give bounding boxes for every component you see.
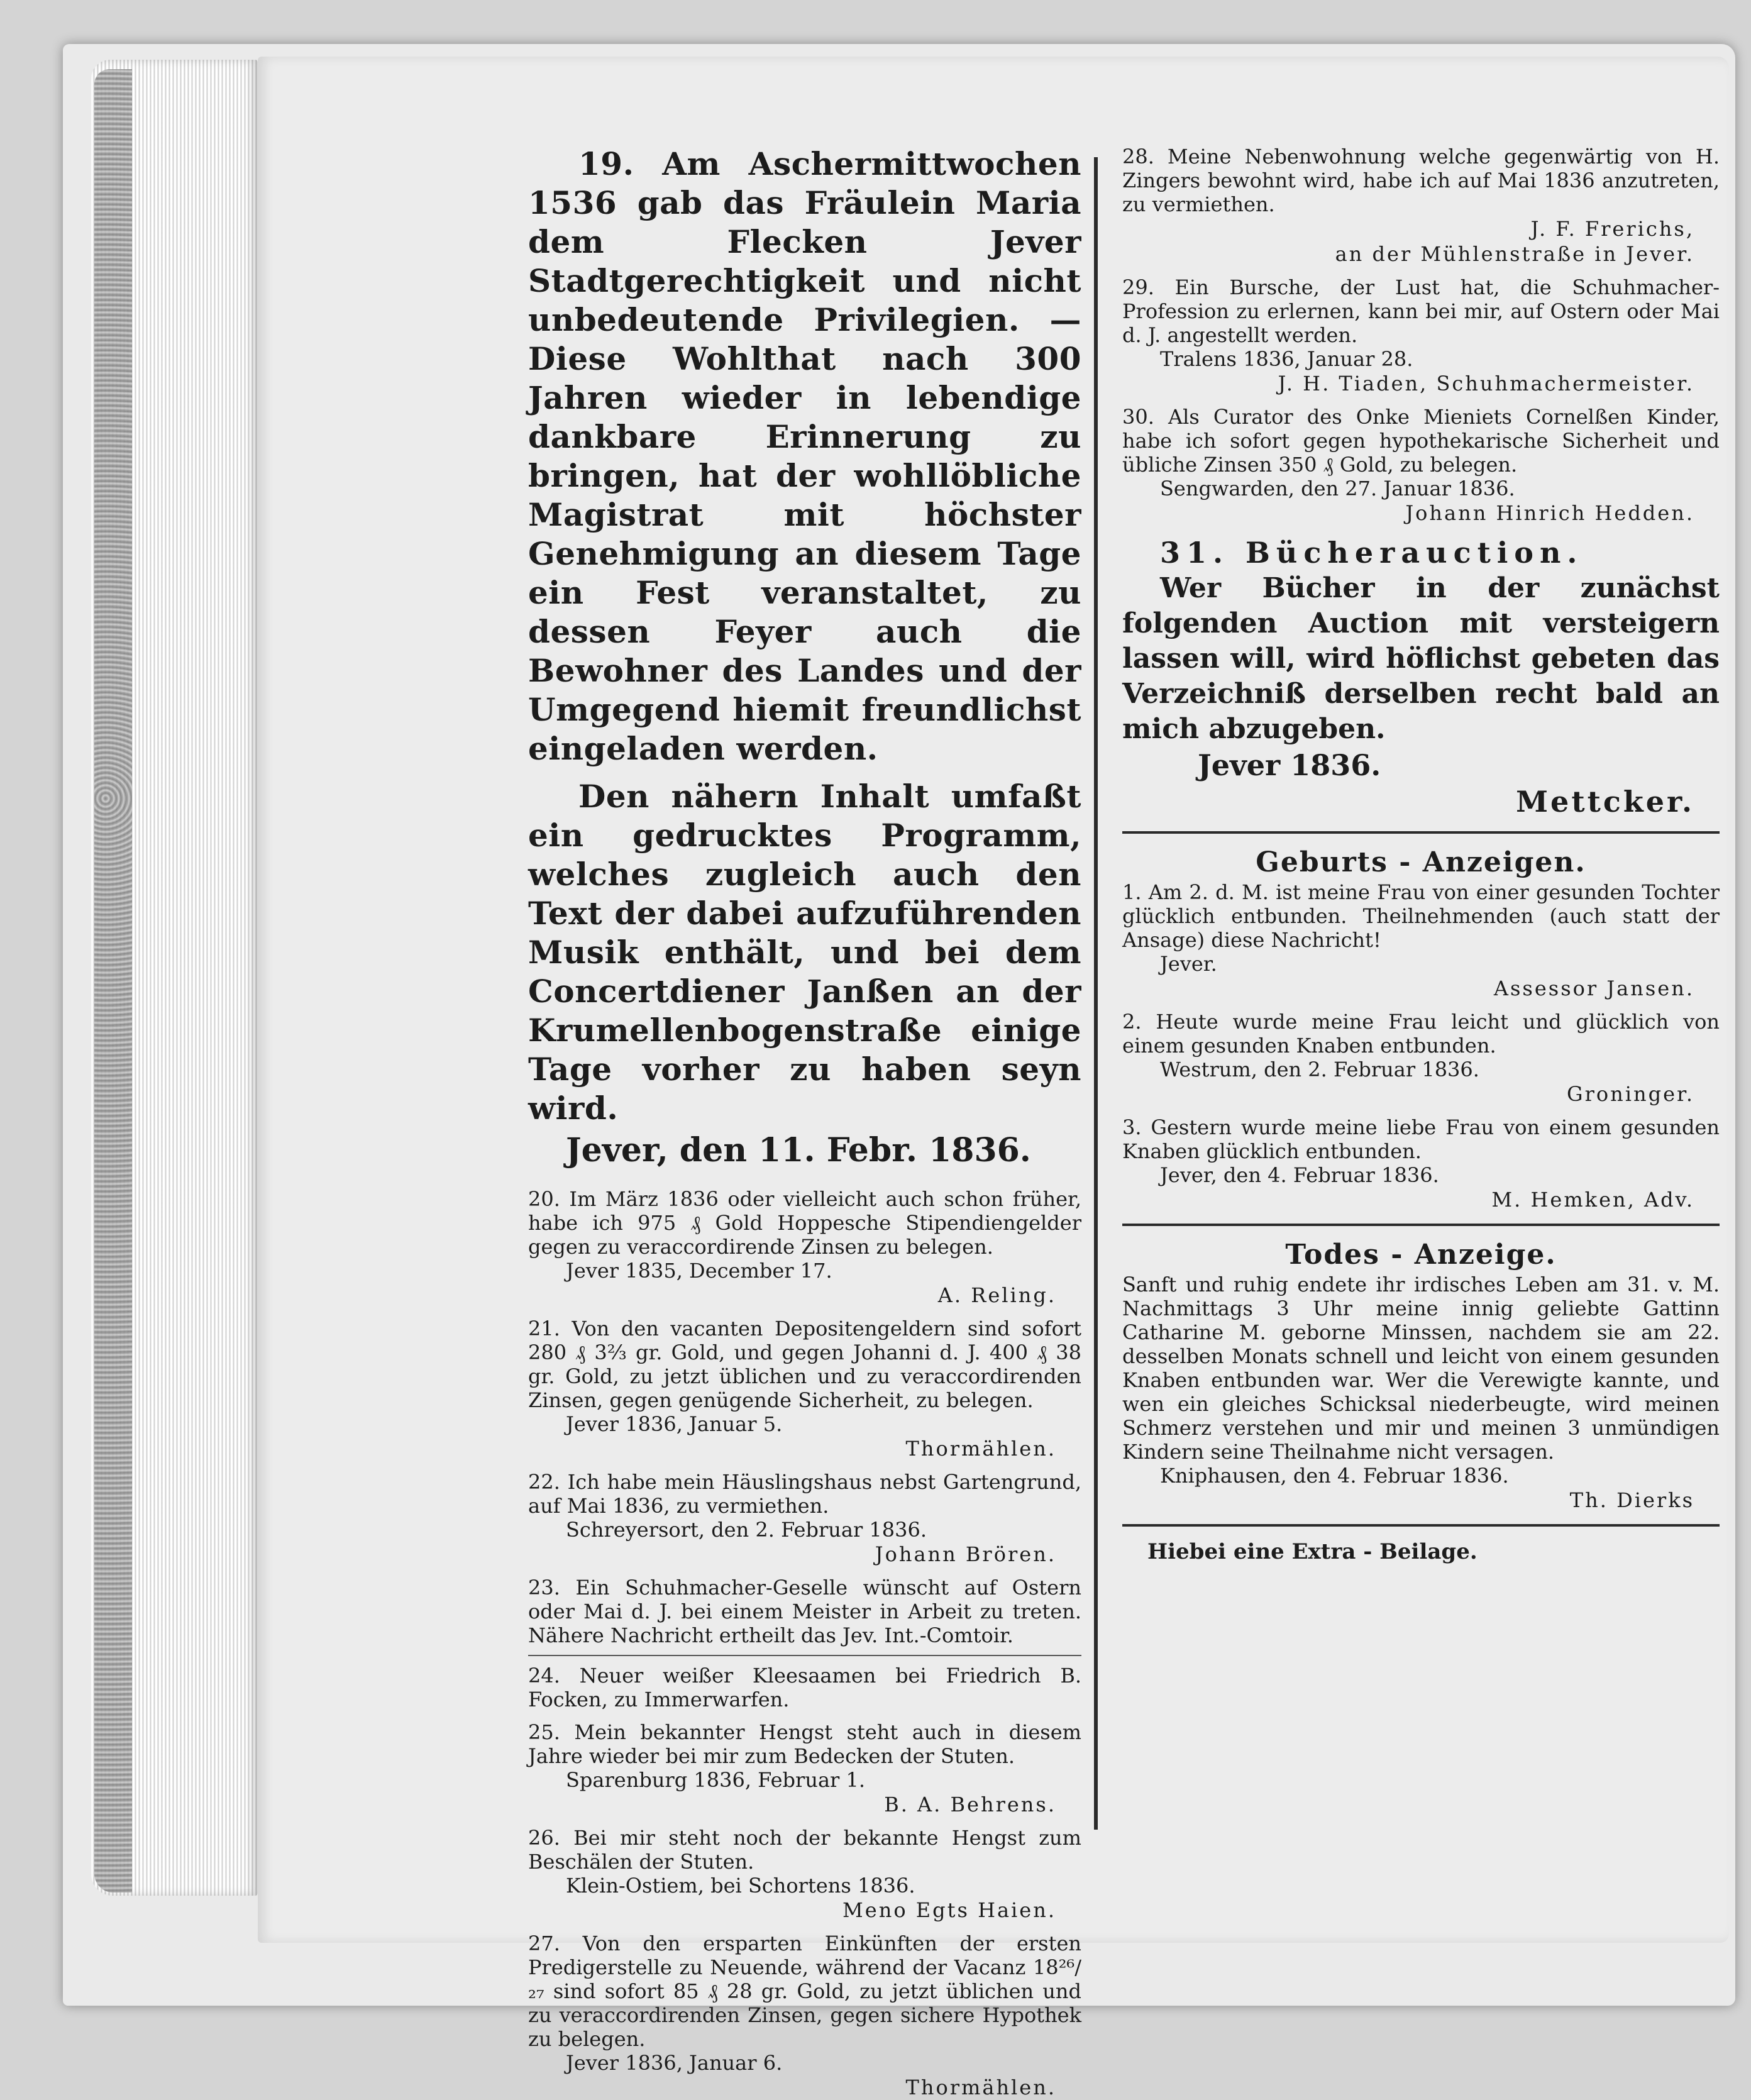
ad-text: 25. Mein bekannter Hengst steht auch in diesem Jahre wieder bei mir zum Bedecken der Stuten. [528,1720,1081,1768]
section-rule [1122,1524,1720,1527]
ad-place: Klein-Ostiem, bei Schortens 1836. [566,1874,915,1898]
ad-text: 20. Im März 1836 oder vielleicht auch schon früher, habe ich 975 ₰ Gold Hoppesche Stipendiengelder gegen zu veraccordirende Zinsen zu belegen. [528,1187,1081,1259]
ad-22 [528,1470,1081,1567]
ad-text: 23. Ein Schuhmacher-Geselle wünscht auf Ostern oder Mai d. J. bei einem Meister in Arbeit zu treten. Nähere Nachricht ertheilt das Jev. Int.-Comtoir. [528,1576,1081,1647]
ad-24 [528,1664,1081,1711]
ad-text: 22. Ich habe mein Häuslingshaus nebst Gartengrund, auf Mai 1836, zu vermiethen. [528,1470,1081,1518]
birth-place: Jever, den 4. Februar 1836. [1160,1163,1439,1187]
section-rule [1122,1224,1720,1226]
ad-text: 30. Als Curator des Onke Mieniets Cornelßen Kinder, habe ich sofort gegen hypothekarische Sicherheit und übliche Zinsen 350 ₰ Gold, zu belegen. [1122,405,1720,477]
ad-31-auction [1122,534,1720,820]
ad-30 [1122,405,1720,526]
birth-3 [1122,1115,1720,1212]
section-rule [1122,831,1720,834]
births-heading: Geburts - Anzeigen. [1256,846,1586,878]
left-column [528,145,1081,2099]
birth-place: Westrum, den 2. Februar 1836. [1160,1058,1479,1081]
ad-25 [528,1720,1081,1817]
ad-place: Jever 1836, Januar 6. [566,2051,783,2075]
ad-text: 27. Von den ersparten Einkünften der ersten Predigerstelle zu Neuende, während der Vacanz 18²⁶/₂₇ sind sofort 85 ₰ 28 gr. Gold, zu jetzt üblichen und zu veraccordirenden Zinsen, gegen sichere Hypothek zu belegen. [528,1931,1081,2051]
ad-place: Sparenburg 1836, Februar 1. [566,1768,866,1792]
ad-text: 28. Meine Nebenwohnung welche gegenwärtig von H. Zingers bewohnt wird, habe ich auf Mai 1836 anzutreten, zu vermiethen. [1122,145,1720,216]
ad-23 [528,1576,1081,1647]
ad-place: Schreyersort, den 2. Februar 1836. [566,1518,927,1542]
ad-signature: J. F. Frerichs, [1530,217,1694,241]
ad-signature: J. H. Tiaden, Schuhmachermeister. [1278,372,1694,395]
auction-signature: Mettcker. [1516,785,1694,819]
ad-21 [528,1317,1081,1461]
ad-text: 26. Bei mir steht noch der bekannte Hengst zum Beschälen der Stuten. [528,1826,1081,1874]
ad-signature: A. Reling. [937,1283,1056,1307]
death-signature: Th. Dierks [1569,1488,1694,1512]
ad-signature: Meno Egts Haien. [842,1898,1056,1922]
birth-1 [1122,880,1720,1001]
ad-27 [528,1931,1081,2100]
ad-place: Sengwarden, den 27. Januar 1836. [1160,477,1515,500]
right-column [1122,145,1720,1842]
death-text: Sanft und ruhig endete ihr irdisches Leben am 31. v. M. Nachmittags 3 Uhr meine innig geliebte Gattinn Catharine M. geborne Minssen, nachdem sie am 22. desselben Monats schnell und leicht von einem gesunden Knaben entbunden war. Wer die Verewigte kannte, und wen ein gleiches Schicksal niederbeugte, wird meinen Schmerz verstehen und mir und meinen 3 unmündigen Kindern seine Theilnahme nicht versagen. [1122,1273,1720,1464]
ad-signature: B. A. Behrens. [884,1793,1056,1816]
birth-signature: M. Hemken, Adv. [1491,1188,1694,1212]
ad-29 [1122,275,1720,396]
death-place: Kniphausen, den 4. Februar 1836. [1160,1464,1509,1488]
birth-text: 3. Gestern wurde meine liebe Frau von einem gesunden Knaben glücklich entbunden. [1122,1115,1720,1163]
ad-place: Tralens 1836, Januar 28. [1160,347,1413,371]
ad-signature: Johann Brören. [875,1542,1056,1566]
ad-20 [528,1187,1081,1308]
birth-signature: Assessor Jansen. [1493,976,1694,1000]
column-divider [1094,157,1098,1830]
auction-date: Jever 1836. [1198,748,1381,782]
ad-signature-address: an der Mühlenstraße in Jever. [1335,242,1694,266]
ad-place: Jever 1836, Januar 5. [566,1412,783,1436]
birth-text: 2. Heute wurde meine Frau leicht und glücklich von einem gesunden Knaben entbunden. [1122,1010,1720,1058]
ad-signature: Thormählen. [905,1437,1056,1461]
ad-place: Jever 1835, December 17. [566,1259,832,1283]
death-heading: Todes - Anzeige. [1285,1239,1557,1271]
birth-signature: Groninger. [1567,1082,1694,1106]
birth-text: 1. Am 2. d. M. ist meine Frau von einer gesunden Tochter glücklich entbunden. Theilnehmenden (auch statt der Ansage) diese Nachricht! [1122,880,1720,952]
supplement-note: Hiebei eine Extra - Beilage. [1147,1539,1478,1564]
ad-text: 29. Ein Bursche, der Lust hat, die Schuhmacher-Profession zu erlernen, kann bei mir, auf Ostern oder Mai d. J. angestellt werden. [1122,275,1720,347]
birth-place: Jever. [1160,952,1217,976]
auction-text: Wer Bücher in der zunächst folgenden Auction mit versteigern lassen will, wird höflichst gebeten das Verzeichniß derselben recht bald an mich abzugeben. [1122,572,1720,745]
ad-text: 21. Von den vacanten Depositengeldern sind sofort 280 ₰ 3⅔ gr. Gold, und gegen Johanni d. J. 400 ₰ 38 gr. Gold, zu jetzt üblichen und zu veraccordirenden Zinsen, gegen genügende Sicherheit, zu belegen. [528,1317,1081,1412]
auction-heading: 31. Bücherauction. [1160,536,1584,570]
marbled-edge [94,69,132,1893]
notice-19-details: Den nähern Inhalt umfaßt ein gedrucktes Programm, welches zugleich auch den Text der dabei aufzuführenden Musik enthält, und bei dem Concertdiener Janßen an der Krumellenbogenstraße einige Tage vorher zu haben seyn wird. [528,778,1081,1127]
ad-28 [1122,145,1720,267]
notice-19-date: Jever, den 11. Febr. 1836. [566,1131,1031,1169]
divider [528,1655,1081,1656]
ad-26 [528,1826,1081,1923]
birth-2 [1122,1010,1720,1107]
ad-signature: Johann Hinrich Hedden. [1405,501,1694,525]
ad-signature: Thormählen. [905,2075,1056,2099]
notice-19: 19. Am Aschermittwochen 1536 gab das Fräulein Maria dem Flecken Jever Stadtgerechtigkeit und nicht unbedeutende Privilegien. — Diese Wohlthat nach 300 Jahren wieder in lebendige dankbare Erinnerung zu bringen, hat der wohllöbliche Magistrat mit höchster Genehmigung an diesem Tage ein Fest veranstaltet, zu dessen Feyer auch die Bewohner des Landes und der Umgegend hiemit freundlichst eingeladen werden. [528,145,1081,767]
ad-text: 24. Neuer weißer Kleesaamen bei Friedrich B. Focken, zu Immerwarfen. [528,1664,1081,1711]
